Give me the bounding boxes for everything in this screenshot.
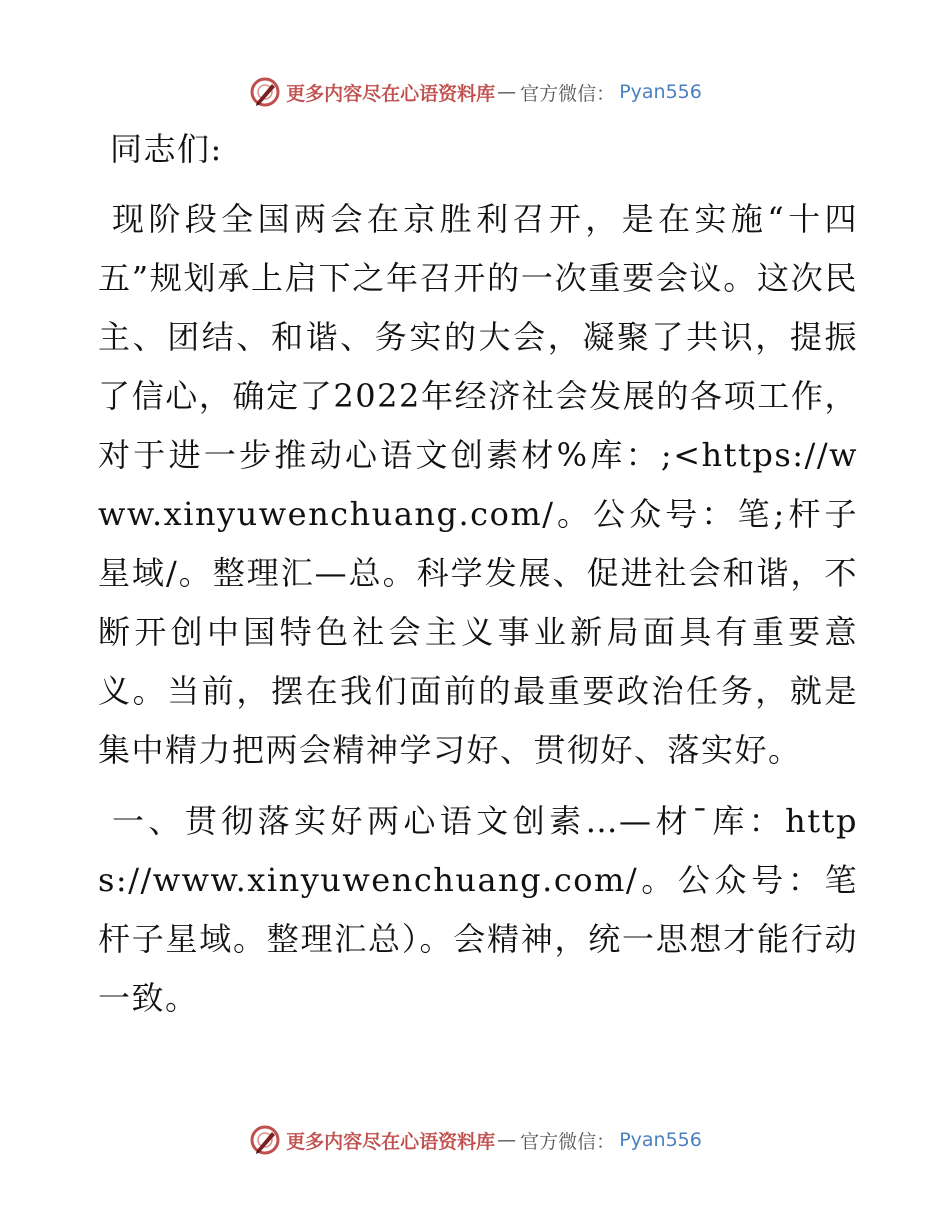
- watermark-wechat-id: Pyan556: [619, 81, 702, 103]
- watermark-brand: 更多内容尽在心语资料库: [286, 1130, 496, 1153]
- watermark-wechat-id: Pyan556: [619, 1129, 702, 1151]
- footer-watermark: [0, 1120, 950, 1160]
- watermark-separator: —: [497, 81, 517, 103]
- paragraph-1: 现阶段全国两会在京胜利召开，是在实施“十四五”规划承上启下之年召开的一次重要会议。这次民主、团结、和谐、务实的大会，凝聚了共识，提振了信心，确定了2022年经济社会发展的各项工作，对于进一步推动心语文创素材%库：;<https://www.xinyuwenchuang.com/。公众号：笔;杆子星域/。整理汇—总。科学发展、促进社会和谐，不断开创中国特色社会主义事业新局面具有重要意义。当前，摆在我们面前的最重要政治任务，就是集中精力把两会精神学习好、贯彻好、落实好。: [98, 200, 858, 769]
- watermark-wechat-label: 官方微信：: [520, 82, 616, 105]
- paragraph-2: 一、贯彻落实好两心语文创素…—材¯库：https://www.xinyuwenchuang.com/。公众号：笔杆子星域。整理汇总）。会精神，统一思想才能行动一致。: [98, 802, 858, 1017]
- watermark-separator: —: [497, 1129, 517, 1151]
- document-body: [98, 120, 858, 1028]
- watermark-brand: 更多内容尽在心语资料库: [286, 82, 496, 105]
- pen-logo-icon: [248, 1123, 282, 1157]
- pen-logo-icon: [248, 75, 282, 109]
- watermark-wechat-label: 官方微信：: [520, 1130, 616, 1153]
- header-watermark: [0, 72, 950, 112]
- greeting: 同志们:: [110, 130, 223, 168]
